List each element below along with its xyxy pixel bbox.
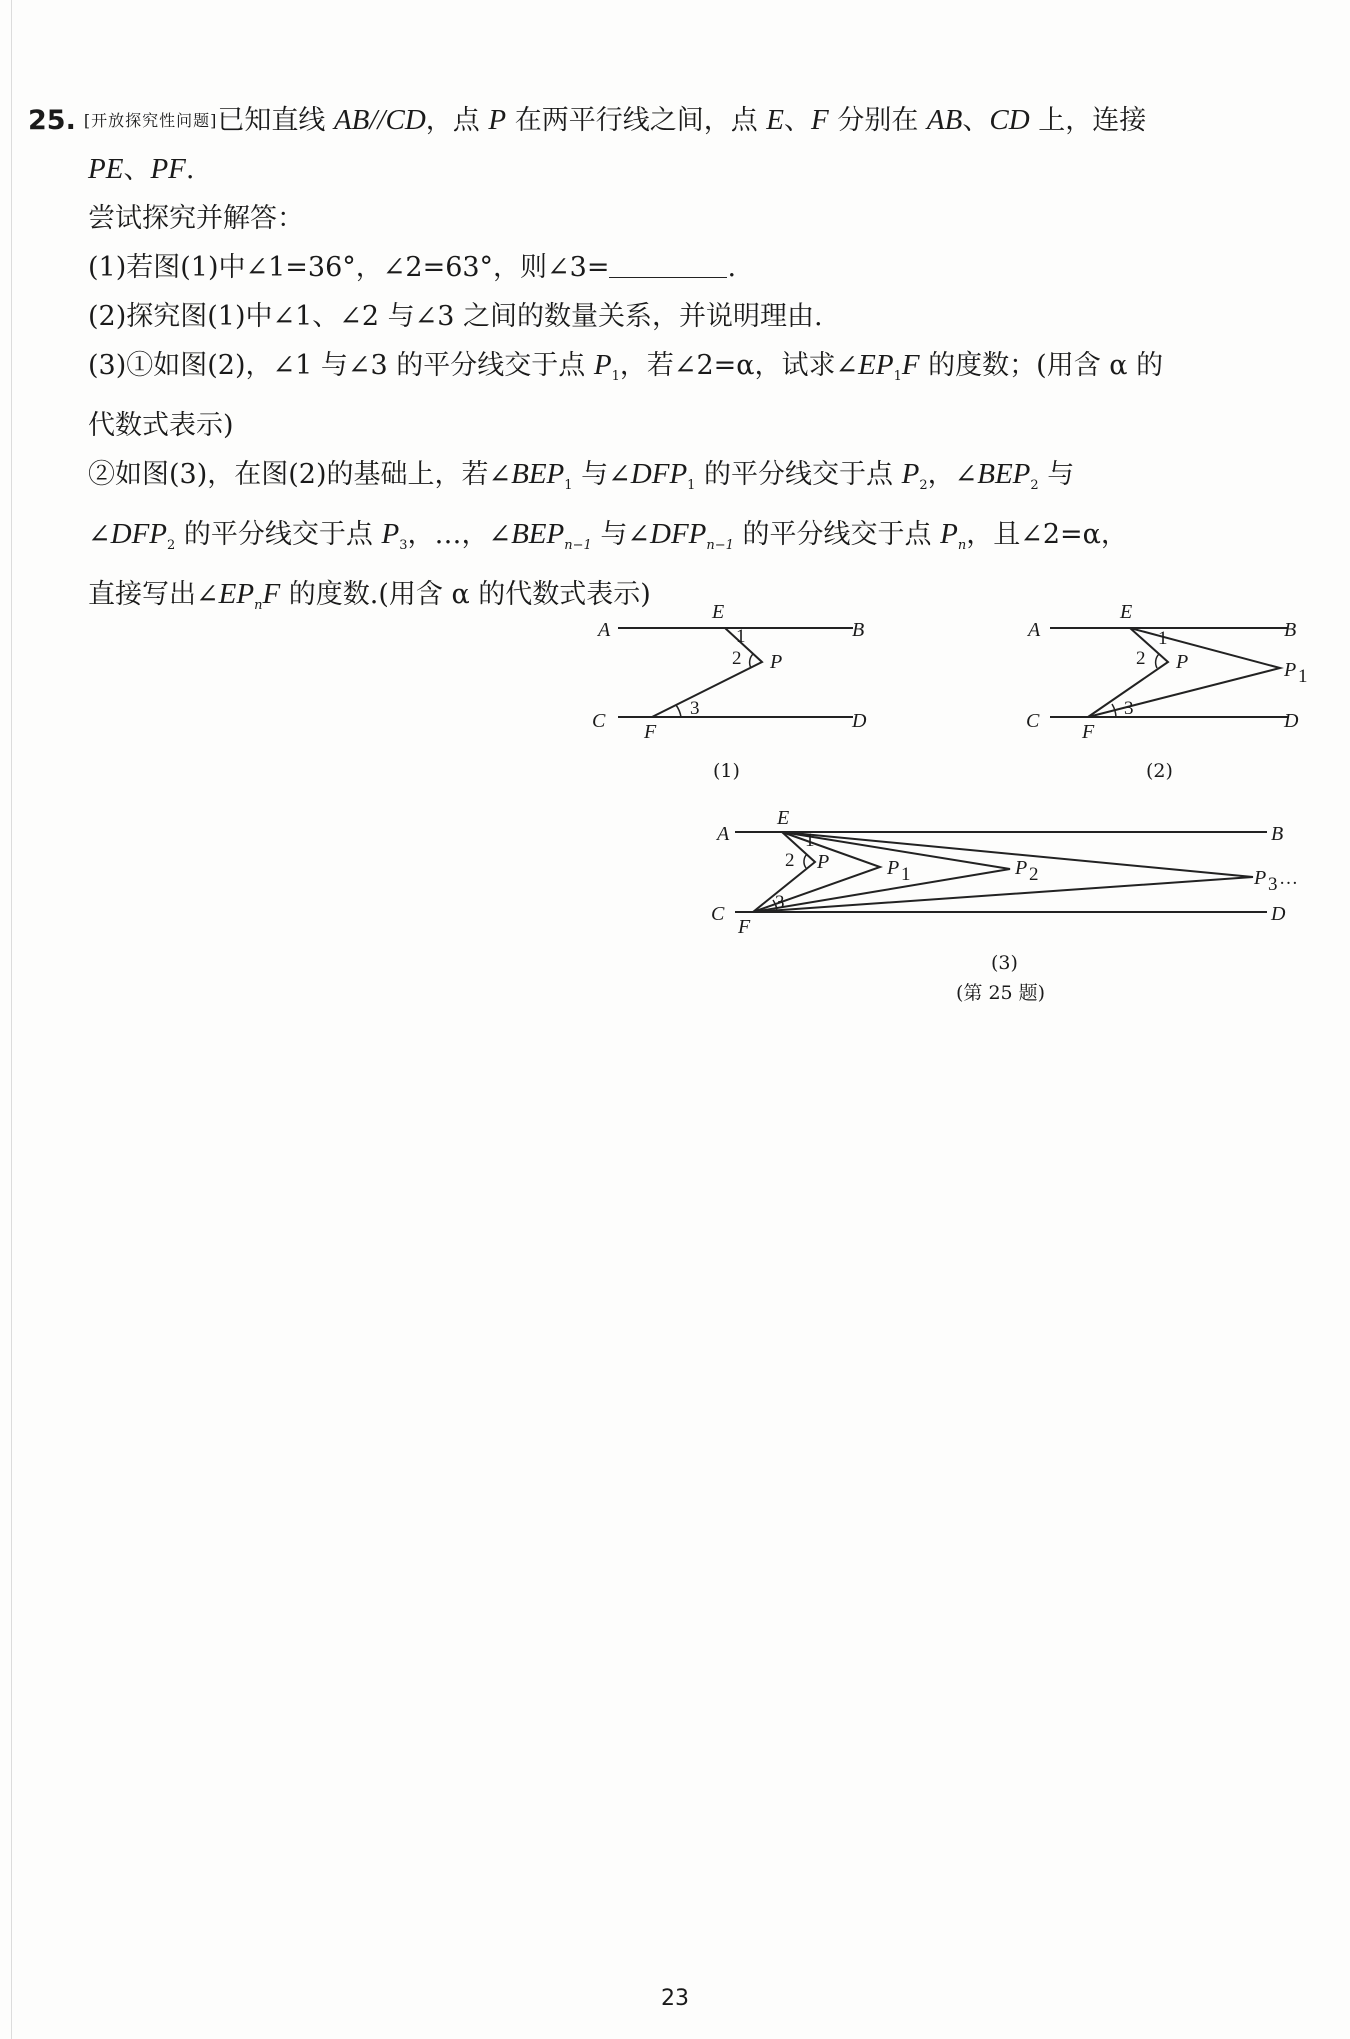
angle-2-arc: [804, 854, 807, 868]
question-1: (1)若图(1)中∠1=36°，∠2=63°，则∠3= .: [88, 252, 737, 283]
question-3-cont: 代数式表示): [88, 410, 234, 441]
angle-2-label: 2: [732, 648, 742, 669]
label-P2: P: [1015, 857, 1028, 879]
question-4-cont: $\angle DFP_2$ 的平分线交于点 $P_3$，…，$\angle BEP_{n-1}$ 与$\angle DFP_{n-1}$ 的平分线交于点 $P_n$，且∠2=α，: [88, 518, 1128, 553]
angle-3-label: 3: [1124, 698, 1134, 719]
figure-2: [1020, 596, 1320, 746]
angle-3-label: 3: [690, 698, 700, 719]
label-P3: P: [1254, 867, 1267, 889]
angle-1-label: 1: [1158, 628, 1168, 649]
segments-p2: [753, 832, 1010, 912]
problem-number: 25.: [28, 105, 76, 136]
segments-pe-pf: [652, 628, 762, 717]
label-P: P: [770, 651, 783, 673]
label-B: B: [1271, 823, 1284, 845]
label-A: A: [717, 823, 730, 845]
figure-3-caption: (3): [991, 952, 1018, 974]
angle-2-arc: [1156, 654, 1159, 668]
page-margin-line: [11, 0, 12, 2039]
figure-1-caption: (1): [713, 760, 740, 782]
label-A: A: [598, 619, 611, 641]
figure-3: [705, 802, 1315, 952]
label-P1-sub: 1: [901, 864, 911, 885]
label-D: D: [1271, 903, 1286, 925]
figure-2-caption: (2): [1146, 760, 1173, 782]
figure-1: [590, 596, 880, 746]
problem-25: [28, 96, 1308, 630]
label-P3-sub: 3: [1268, 874, 1278, 895]
figure-number-caption: (第 25 题): [956, 982, 1046, 1004]
label-F: F: [1082, 721, 1095, 743]
label-D: D: [852, 710, 867, 732]
question-3: (3)①如图(2)，∠1 与∠3 的平分线交于点 $P_1$，若∠2=α，试求$\angle EP_1F$ 的度数；(用含 α 的: [88, 349, 1164, 384]
label-F: F: [738, 916, 751, 938]
label-B: B: [852, 619, 865, 641]
label-B: B: [1284, 619, 1297, 641]
angle-1-label: 1: [805, 830, 815, 851]
problem-tag: [开放探究性问题]: [83, 111, 218, 130]
label-C: C: [1026, 710, 1040, 732]
question-2: (2)探究图(1)中∠1、∠2 与∠3 之间的数量关系，并说明理由.: [88, 301, 823, 332]
label-E: E: [712, 601, 725, 623]
label-P2-sub: 2: [1029, 864, 1039, 885]
label-C: C: [592, 710, 606, 732]
problem-statement-cont: PE、PF.: [88, 153, 195, 185]
instruction: 尝试探究并解答：: [88, 203, 304, 234]
label-E: E: [1120, 601, 1133, 623]
angle-2-label: 2: [1136, 648, 1146, 669]
answer-blank: [609, 253, 727, 278]
label-D: D: [1284, 710, 1299, 732]
angle-3-label: 3: [775, 892, 785, 913]
label-P: P: [1176, 651, 1189, 673]
label-F: F: [644, 721, 657, 743]
label-P1: P: [887, 857, 900, 879]
label-E: E: [777, 807, 790, 829]
question-4-cont2: 直接写出$\angle EP_nF$ 的度数.(用含 α 的代数式表示): [88, 578, 651, 613]
label-dots: …: [1279, 868, 1298, 889]
label-A: A: [1028, 619, 1041, 641]
label-P1-sub: 1: [1298, 666, 1308, 687]
label-P: P: [817, 851, 830, 873]
problem-statement: 25. [开放探究性问题]已知直线 AB//CD，点 P 在两平行线之间，点 E、F 分别在 AB、CD 上，连接: [28, 104, 1147, 136]
question-4: ②如图(3)，在图(2)的基础上，若$\angle BEP_1$ 与$\angle DFP_1$ 的平分线交于点 $P_2$，$\angle BEP_2$ 与: [88, 458, 1075, 493]
angle-3-arc: [676, 705, 681, 717]
label-C: C: [711, 903, 725, 925]
angle-1-label: 1: [736, 626, 746, 647]
angle-2-label: 2: [785, 850, 795, 871]
label-P1: P: [1284, 659, 1297, 681]
page-number: 23: [661, 1986, 689, 2011]
